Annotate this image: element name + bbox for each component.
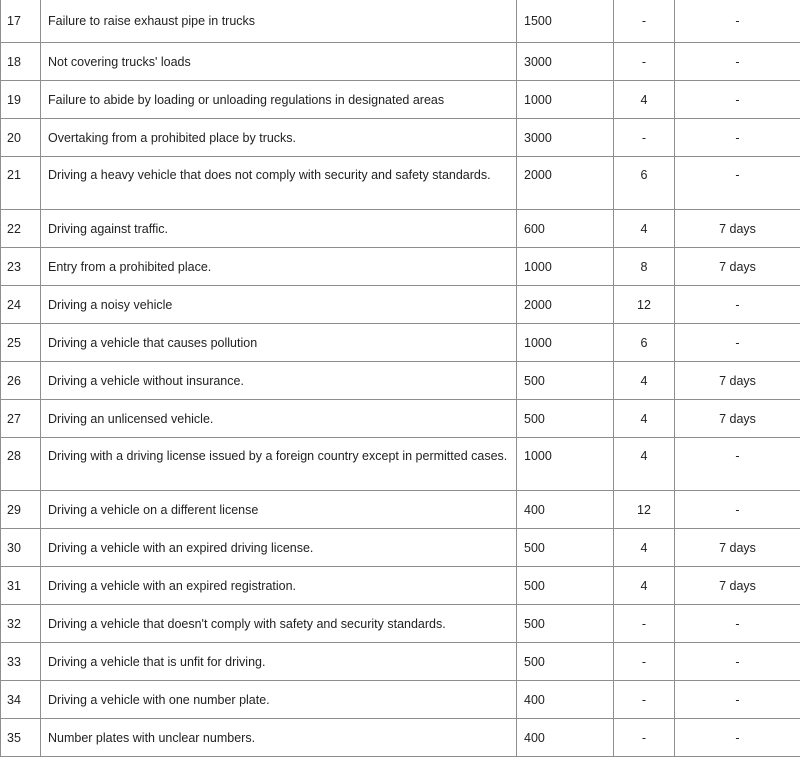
impound-period-cell: -: [675, 157, 800, 210]
fine-amount-cell: 500: [517, 400, 614, 438]
black-points-cell: -: [614, 43, 675, 81]
violation-description-cell: Driving with a driving license issued by a foreign country except in permitted cases.: [41, 438, 517, 491]
violation-description-cell: Entry from a prohibited place.: [41, 248, 517, 286]
table-row: [1, 438, 800, 491]
row-number-cell: 28: [1, 438, 41, 491]
black-points-cell: 4: [614, 81, 675, 119]
row-number-cell: 31: [1, 567, 41, 605]
fine-amount-cell: 400: [517, 719, 614, 757]
table-row: [1, 529, 800, 567]
row-number-cell: 22: [1, 210, 41, 248]
fine-amount-cell: 2000: [517, 157, 614, 210]
impound-period-cell: 7 days: [675, 567, 800, 605]
violation-description-cell: Driving a vehicle with one number plate.: [41, 681, 517, 719]
black-points-cell: 6: [614, 157, 675, 210]
black-points-cell: -: [614, 0, 675, 43]
table-row: [1, 681, 800, 719]
fine-amount-cell: 400: [517, 491, 614, 529]
black-points-cell: 8: [614, 248, 675, 286]
black-points-cell: 4: [614, 529, 675, 567]
impound-period-cell: 7 days: [675, 210, 800, 248]
violation-description-cell: Number plates with unclear numbers.: [41, 719, 517, 757]
table-row: [1, 605, 800, 643]
fine-amount-cell: 3000: [517, 43, 614, 81]
black-points-cell: 6: [614, 324, 675, 362]
black-points-cell: -: [614, 719, 675, 757]
fine-amount-cell: 1500: [517, 0, 614, 43]
table-row: [1, 643, 800, 681]
row-number-cell: 25: [1, 324, 41, 362]
table-row: [1, 43, 800, 81]
violation-description-cell: Driving an unlicensed vehicle.: [41, 400, 517, 438]
row-number-cell: 32: [1, 605, 41, 643]
black-points-cell: 4: [614, 438, 675, 491]
impound-period-cell: -: [675, 719, 800, 757]
black-points-cell: -: [614, 681, 675, 719]
fine-amount-cell: 2000: [517, 286, 614, 324]
table-row: [1, 286, 800, 324]
violation-description-cell: Driving a vehicle that doesn't comply with safety and security standards.: [41, 605, 517, 643]
row-number-cell: 33: [1, 643, 41, 681]
violation-description-cell: Not covering trucks' loads: [41, 43, 517, 81]
fine-amount-cell: 1000: [517, 324, 614, 362]
fine-amount-cell: 500: [517, 567, 614, 605]
row-number-cell: 34: [1, 681, 41, 719]
black-points-cell: 4: [614, 400, 675, 438]
table-row: [1, 157, 800, 210]
violation-description-cell: Failure to raise exhaust pipe in trucks: [41, 0, 517, 43]
fine-amount-cell: 500: [517, 643, 614, 681]
row-number-cell: 29: [1, 491, 41, 529]
table-row: [1, 81, 800, 119]
table-row: [1, 0, 800, 43]
violation-description-cell: Driving a noisy vehicle: [41, 286, 517, 324]
impound-period-cell: 7 days: [675, 529, 800, 567]
row-number-cell: 24: [1, 286, 41, 324]
row-number-cell: 26: [1, 362, 41, 400]
violation-description-cell: Driving a vehicle that is unfit for driving.: [41, 643, 517, 681]
row-number-cell: 23: [1, 248, 41, 286]
violation-description-cell: Overtaking from a prohibited place by trucks.: [41, 119, 517, 157]
impound-period-cell: -: [675, 81, 800, 119]
row-number-cell: 17: [1, 0, 41, 43]
fine-amount-cell: 1000: [517, 248, 614, 286]
black-points-cell: 12: [614, 286, 675, 324]
impound-period-cell: 7 days: [675, 248, 800, 286]
impound-period-cell: 7 days: [675, 400, 800, 438]
row-number-cell: 30: [1, 529, 41, 567]
table-row: [1, 491, 800, 529]
table-row: [1, 248, 800, 286]
violation-description-cell: Driving a vehicle without insurance.: [41, 362, 517, 400]
black-points-cell: -: [614, 119, 675, 157]
violation-description-cell: Driving a vehicle on a different license: [41, 491, 517, 529]
impound-period-cell: -: [675, 491, 800, 529]
table-row: [1, 400, 800, 438]
fine-amount-cell: 1000: [517, 81, 614, 119]
table-row: [1, 567, 800, 605]
impound-period-cell: 7 days: [675, 362, 800, 400]
table-row: [1, 362, 800, 400]
impound-period-cell: -: [675, 438, 800, 491]
violation-description-cell: Driving against traffic.: [41, 210, 517, 248]
black-points-cell: 12: [614, 491, 675, 529]
table-row: [1, 210, 800, 248]
fine-amount-cell: 3000: [517, 119, 614, 157]
violation-description-cell: Driving a vehicle with an expired registration.: [41, 567, 517, 605]
black-points-cell: 4: [614, 362, 675, 400]
black-points-cell: -: [614, 643, 675, 681]
violation-description-cell: Driving a heavy vehicle that does not comply with security and safety standards.: [41, 157, 517, 210]
impound-period-cell: -: [675, 681, 800, 719]
impound-period-cell: -: [675, 605, 800, 643]
black-points-cell: 4: [614, 210, 675, 248]
fine-amount-cell: 500: [517, 605, 614, 643]
table-row: [1, 119, 800, 157]
fine-amount-cell: 500: [517, 362, 614, 400]
impound-period-cell: -: [675, 324, 800, 362]
row-number-cell: 20: [1, 119, 41, 157]
row-number-cell: 21: [1, 157, 41, 210]
violation-description-cell: Failure to abide by loading or unloading regulations in designated areas: [41, 81, 517, 119]
fine-amount-cell: 600: [517, 210, 614, 248]
fine-amount-cell: 500: [517, 529, 614, 567]
row-number-cell: 18: [1, 43, 41, 81]
impound-period-cell: -: [675, 43, 800, 81]
black-points-cell: 4: [614, 567, 675, 605]
row-number-cell: 35: [1, 719, 41, 757]
row-number-cell: 27: [1, 400, 41, 438]
impound-period-cell: -: [675, 286, 800, 324]
impound-period-cell: -: [675, 119, 800, 157]
impound-period-cell: -: [675, 643, 800, 681]
violation-description-cell: Driving a vehicle with an expired driving license.: [41, 529, 517, 567]
fine-amount-cell: 400: [517, 681, 614, 719]
table-row: [1, 719, 800, 757]
violation-description-cell: Driving a vehicle that causes pollution: [41, 324, 517, 362]
table-body: [1, 0, 800, 757]
fine-amount-cell: 1000: [517, 438, 614, 491]
impound-period-cell: -: [675, 0, 800, 43]
black-points-cell: -: [614, 605, 675, 643]
row-number-cell: 19: [1, 81, 41, 119]
table-row: [1, 324, 800, 362]
